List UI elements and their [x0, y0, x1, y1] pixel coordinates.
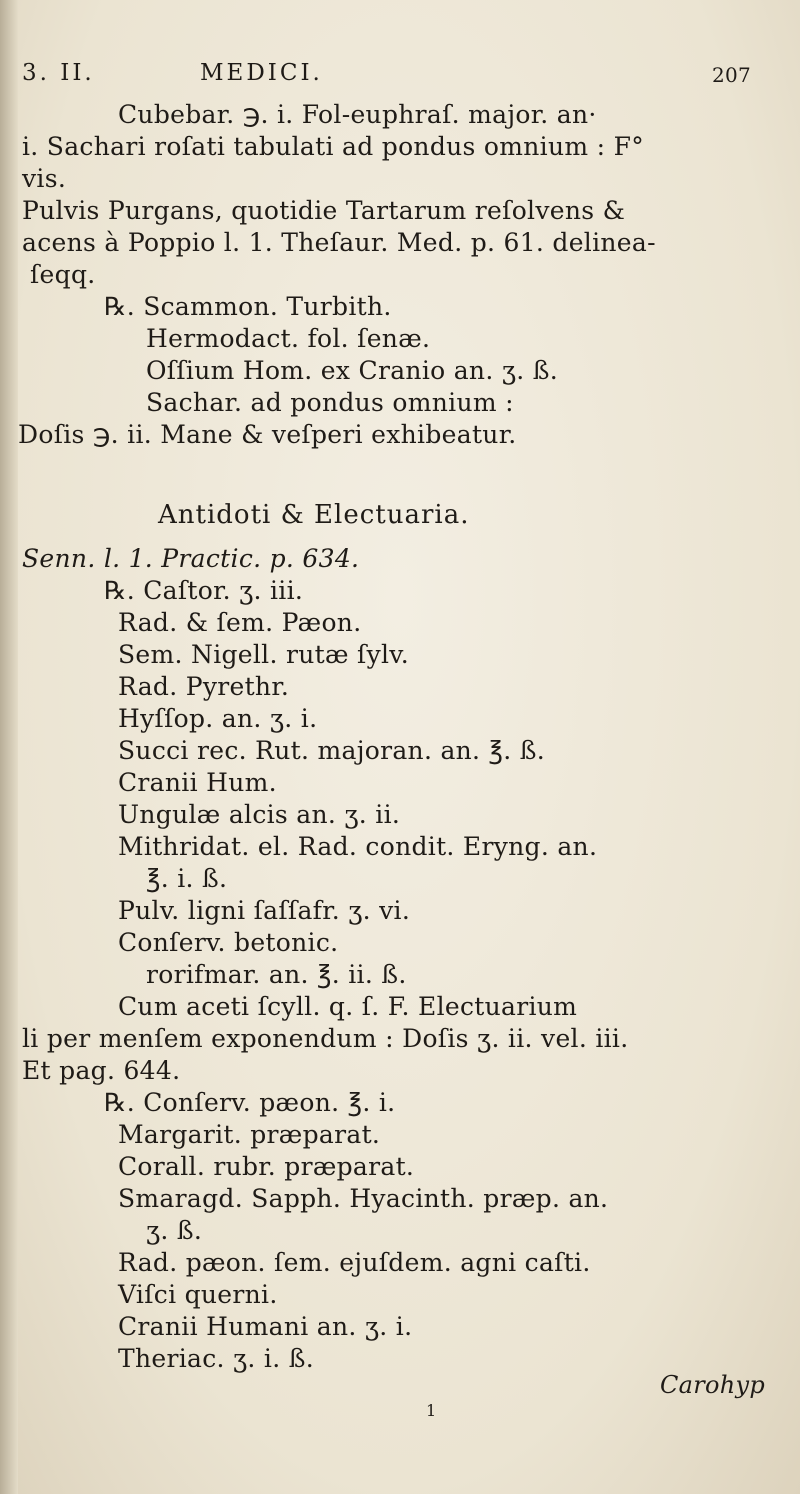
text-line: Smaragd. Sapph. Hyacinth. præp. an. — [118, 1184, 609, 1213]
text-line: ℞. Conſerv. pæon. ℥. i. — [104, 1088, 396, 1117]
text-line: ſeqq. — [30, 260, 96, 289]
text-line: Margarit. præparat. — [118, 1120, 381, 1149]
text-line: Theriac. ʒ. i. ß. — [118, 1344, 314, 1373]
text-line: Doſis ℈. ii. Mane & veſperi exhibeatur. — [18, 420, 517, 449]
text-line: i. Sachari roſati tabulati ad pondus omnium : F° — [22, 132, 645, 161]
text-line: ℥. i. ß. — [146, 864, 228, 893]
text-line: Hyſſop. an. ʒ. i. — [118, 704, 318, 733]
text-line: ℞. Scammon. Turbith. — [104, 292, 392, 321]
text-line: ℞. Caſtor. ʒ. iii. — [104, 576, 304, 605]
text-line: Succi rec. Rut. majoran. an. ℥. ß. — [118, 736, 546, 765]
text-line: ʒ. ß. — [146, 1216, 203, 1245]
text-line: Oſſium Hom. ex Cranio an. ʒ. ß. — [146, 356, 558, 385]
signature-mark: 1 — [426, 1401, 437, 1420]
text-line: Cranii Hum. — [118, 768, 277, 797]
running-head-title: MEDICI. — [200, 60, 323, 86]
section-heading: Antidoti & Electuaria. — [158, 500, 470, 530]
text-line: Ungulæ alcis an. ʒ. ii. — [118, 800, 401, 829]
text-line: Sem. Nigell. rutæ ſylv. — [118, 640, 409, 669]
text-line: Senn. l. 1. Practic. p. 634. — [22, 544, 360, 573]
text-line: Rad. Pyrethr. — [118, 672, 290, 701]
text-line: Pulv. ligni ſaſſafr. ʒ. vi. — [118, 896, 411, 925]
text-line: Rad. pæon. ſem. ejuſdem. agni caſti. — [118, 1248, 591, 1277]
text-line: Cubebar. ℈. i. Fol-euphraſ. major. an· — [118, 100, 597, 129]
text-line: Sachar. ad pondus omnium : — [146, 388, 514, 417]
page-number: 207 — [712, 63, 752, 87]
text-line: Mithridat. el. Rad. condit. Eryng. an. — [118, 832, 598, 861]
text-line: acens à Poppio l. 1. Theſaur. Med. p. 61. delinea- — [22, 228, 656, 257]
text-line: Cranii Humani an. ʒ. i. — [118, 1312, 413, 1341]
text-line: Corall. rubr. præparat. — [118, 1152, 415, 1181]
running-head-left: 3. II. — [22, 60, 95, 86]
text-line: Cum aceti ſcyll. q. ſ. F. Electuarium — [118, 992, 578, 1021]
text-line: Conſerv. betonic. — [118, 928, 339, 957]
text-line: vis. — [22, 164, 67, 193]
text-line: Hermodact. fol. ſenæ. — [146, 324, 431, 353]
text-line: Pulvis Purgans, quotidie Tartarum reſolvens & — [22, 196, 626, 225]
text-line: li per menſem exponendum : Doſis ʒ. ii. vel. iii. — [22, 1024, 629, 1053]
text-line: Viſci querni. — [118, 1280, 278, 1309]
text-line: Et pag. 644. — [22, 1056, 181, 1085]
text-line: Rad. & ſem. Pæon. — [118, 608, 362, 637]
text-line: rorifmar. an. ℥. ii. ß. — [146, 960, 407, 989]
catchword: Carohyp — [660, 1371, 766, 1399]
binding-gutter — [0, 0, 18, 1494]
